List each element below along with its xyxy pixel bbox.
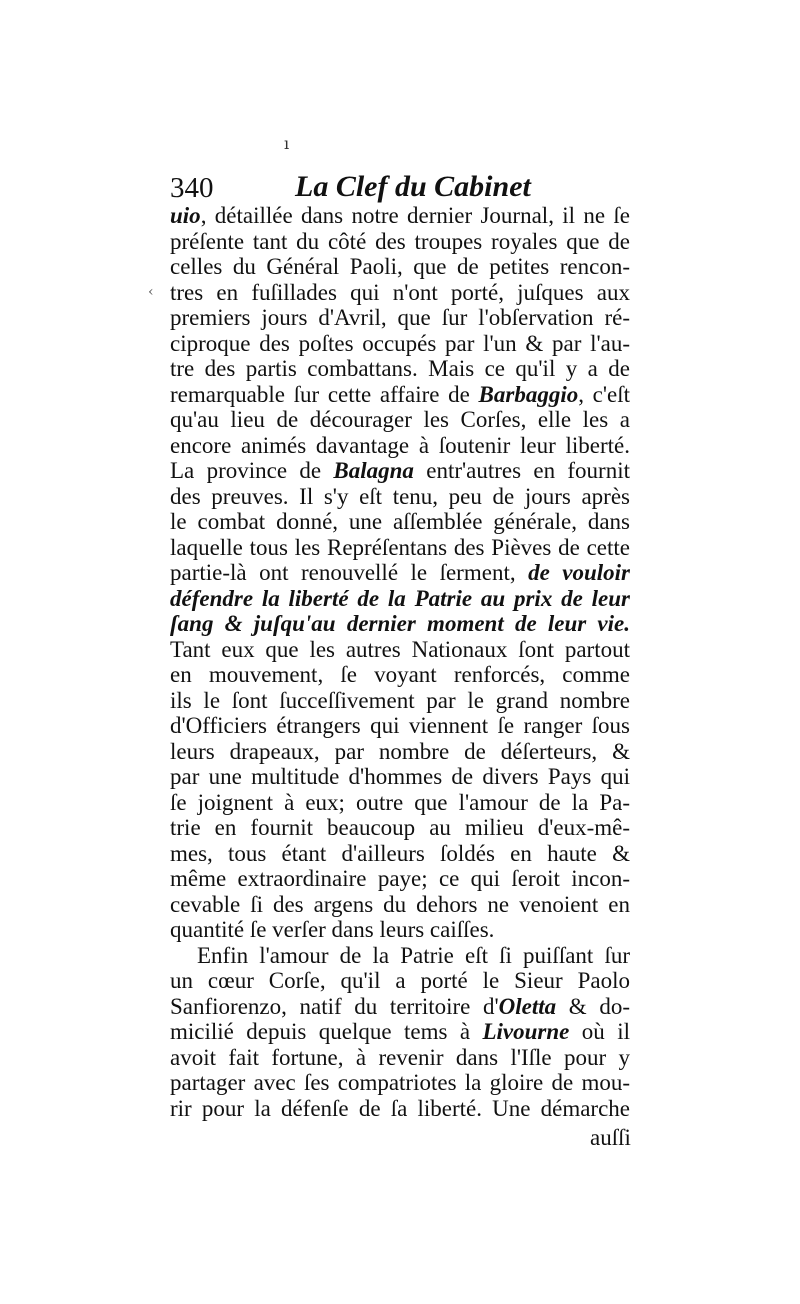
text-line (170, 509, 630, 535)
text-run: partager avec ſes compatriotes la gloire de mou- (170, 1070, 630, 1095)
text-run: par une multitude d'hommes de divers Pays qui (170, 764, 630, 789)
text-line (170, 688, 630, 714)
italic-text: Balagna (333, 458, 414, 483)
catchword: auſſi (590, 1125, 631, 1150)
text-run: encore animés davantage à ſoutenir leur liberté. (170, 432, 630, 458)
text-line (170, 280, 630, 306)
text-run: premiers jours d'Avril, que ſur l'obſervation ré- (170, 305, 630, 330)
text-run: entr'autres en fournit (413, 458, 630, 483)
italic-text: ſang & juſqu'au dernier moment de leur vie. (170, 611, 630, 636)
text-run: celles du Général Paoli, que de petites rencon- (170, 254, 630, 279)
text-line (170, 611, 630, 637)
text-run: trie en fournit beaucoup au milieu d'eux-mê- (170, 815, 630, 840)
text-line (170, 968, 630, 994)
text-run: cevable ſi des argens du dehors ne venoient en (170, 891, 630, 917)
text-line (170, 713, 630, 739)
printer-mark: ı (284, 134, 290, 153)
text-line (170, 917, 630, 943)
text-run: avoit fait fortune, à revenir dans l'Iſle pour y (170, 1044, 630, 1070)
text-line (170, 1019, 630, 1045)
text-line (170, 484, 630, 510)
text-run: & do- (556, 993, 630, 1019)
text-line (170, 586, 630, 612)
text-line (170, 739, 630, 765)
text-run: tre des partis combattans. Mais ce qu'il y a de (170, 356, 630, 381)
italic-text: défendre la liberté de la Patrie au prix de leur (170, 585, 630, 611)
text-line (170, 254, 630, 280)
text-line (170, 943, 630, 969)
text-line (170, 229, 630, 255)
text-run: rir pour la défenſe de ſa liberté. Une démarche (170, 1095, 630, 1121)
text-run: Tant eux que les autres Nationaux ſont partout (170, 636, 630, 662)
italic-text: uio (170, 203, 201, 228)
text-line (170, 866, 630, 892)
text-line (170, 1096, 630, 1122)
text-run: ils le ſont ſucceſſivement par le grand nombre (170, 687, 630, 713)
text-line (170, 994, 630, 1020)
text-line (170, 815, 630, 841)
text-run: , détaillée dans notre dernier Journal, il ne ſe (200, 203, 630, 228)
text-line (170, 790, 630, 816)
text-line (170, 382, 630, 408)
text-line (170, 305, 630, 331)
text-line (170, 892, 630, 918)
text-line (170, 331, 630, 357)
text-line (170, 535, 630, 561)
text-run: La province de (170, 458, 334, 483)
text-line (170, 841, 630, 867)
text-run: quantité ſe verſer dans leurs caiſſes. (170, 917, 495, 942)
text-line (170, 764, 630, 790)
text-line (170, 458, 630, 484)
text-run: leurs drapeaux, par nombre de déſerteurs, & (170, 738, 630, 764)
text-line (170, 560, 630, 586)
margin-mark: ‹ (148, 284, 154, 300)
text-run: , c'eſt (578, 381, 630, 407)
text-run: des preuves. Il s'y eſt tenu, peu de jours après (170, 483, 630, 509)
text-run: qu'au lieu de décourager les Corſes, elle les a (170, 407, 630, 432)
text-line (170, 1045, 630, 1071)
text-line (170, 662, 630, 688)
text-run: partie-là ont renouvellé le ſerment, (170, 560, 529, 585)
text-run: ciproque des poſtes occupés par l'un & par l'au- (170, 330, 630, 356)
text-run: un cœur Corſe, qu'il a porté le Sieur Paolo (170, 968, 630, 993)
text-run: Enfin l'amour de la Patrie eſt ſi puiſſant ſur (197, 942, 630, 968)
text-run: en mouvement, ſe voyant renforcés, comme (170, 662, 630, 687)
page-number: 340 (170, 172, 214, 204)
running-title: La Clef du Cabinet (295, 170, 531, 203)
text-run: où il (569, 1019, 630, 1044)
text-run: d'Officiers étrangers qui viennent ſe ranger ſous (170, 713, 630, 738)
text-line (170, 1070, 630, 1096)
text-run: remarquable ſur cette affaire de (170, 381, 479, 407)
italic-text: Barbaggio (478, 381, 579, 407)
text-run: même extraordinaire paye; ce qui ſeroit incon- (170, 866, 630, 891)
italic-text: Livourne (482, 1019, 570, 1044)
text-line (170, 203, 630, 229)
page-header (170, 168, 630, 208)
text-line (170, 407, 630, 433)
text-line (170, 356, 630, 382)
text-run: micilié depuis quelque tems à (170, 1019, 483, 1044)
text-run: ſe joignent à eux; outre que l'amour de la Pa- (170, 789, 630, 815)
text-run: Sanfiorenzo, natif du territoire d' (170, 993, 499, 1019)
text-run: le combat donné, une aſſemblée générale, dans (170, 509, 630, 534)
text-line (170, 433, 630, 459)
text-run: tres en fuſillades qui n'ont porté, juſques aux (170, 279, 630, 305)
text-run: mes, tous étant d'ailleurs ſoldés en haute & (170, 840, 630, 866)
italic-text: Oletta (498, 993, 557, 1019)
text-run: laquelle tous les Repréſentans des Pièves de cette (170, 534, 630, 560)
text-line (170, 637, 630, 663)
italic-text: de vouloir (528, 560, 630, 585)
body-text (170, 203, 630, 1121)
text-run: préſente tant du côté des troupes royales que de (170, 228, 630, 254)
